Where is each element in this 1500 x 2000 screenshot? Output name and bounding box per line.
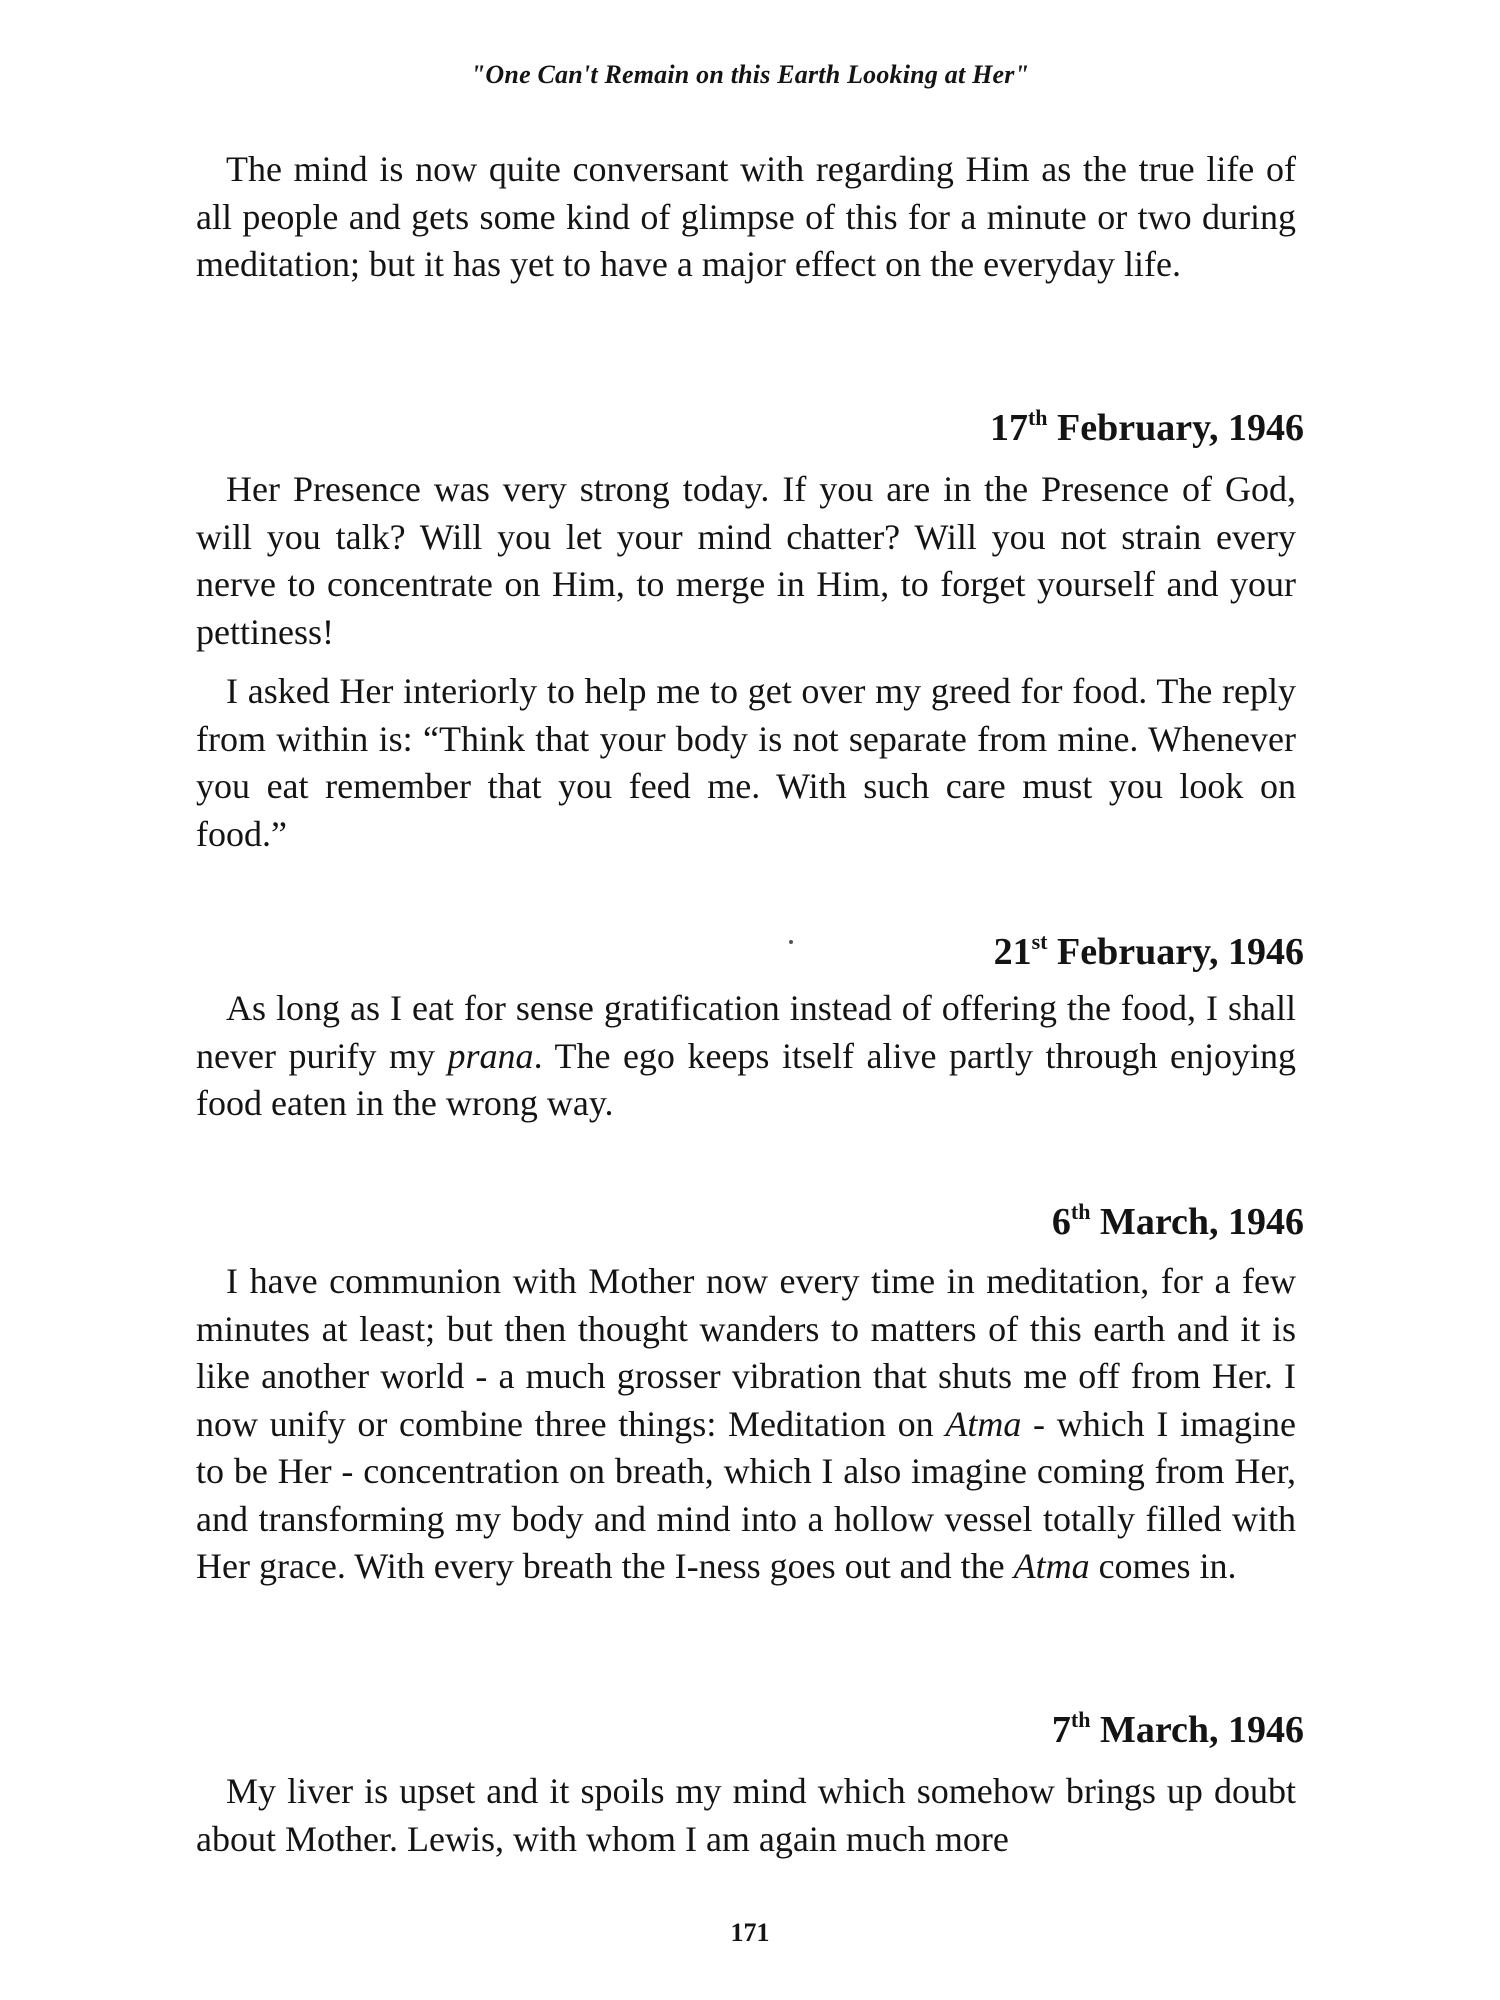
entry-body [196,1258,1296,1591]
date-day: 6 [1051,1201,1071,1243]
date-suffix: th [1070,1199,1091,1224]
text-run: comes in. [1089,1546,1237,1586]
entry-date-heading [990,406,1304,450]
running-head: "One Can't Remain on this Earth Looking at Her" [470,60,1030,89]
intro-paragraph: The mind is now quite conversant with regarding Him as the true life of all people and gets some kind of glimpse of this for a minute or two during meditation; but it has yet to have a major effect on the everyday life. [196,149,1296,284]
entry-paragraph: My liver is upset and it spoils my mind which somehow brings up doubt about Mother. Lewis, with whom I am again much more [196,1771,1296,1859]
page-number: 171 [730,1918,770,1947]
date-rest: February, 1946 [1047,931,1304,973]
date-suffix: th [1070,1707,1091,1732]
text-run: I have communion with Mother now every time in meditation, for a few minutes at least; but then thought wanders to matters of this earth and it is like another world - a much grosser vibration that shuts me off from Her. I now unify or combine three things: Meditation on [196,1261,1296,1444]
entry-date-heading [1052,1200,1304,1244]
italic-term: prana [447,1035,534,1076]
date-day: 7 [1051,1709,1071,1751]
date-rest: February, 1946 [1047,407,1304,449]
date-day: 17 [989,407,1028,449]
text-run: - which I imagine to be Her - concentration on breath, which I also imagine coming from Her, and transforming my body and mind into a hollow vessel totally filled with Her grace. With every breath the I-ness goes out and the [196,1403,1296,1586]
intro-block [196,146,1296,289]
entry-paragraph [196,1258,1296,1591]
entry-paragraph: I asked Her interiorly to help me to get over my greed for food. The reply from within is: “Think that your body is not separate from mine. Whenever you eat remember that you feed me. With such care must you look on food.” [196,671,1296,854]
italic-term: Atma [945,1403,1022,1444]
entry-date-heading [1052,1708,1304,1752]
date-day: 21 [993,931,1032,973]
date-rest: March, 1946 [1090,1201,1304,1243]
entry-paragraph [196,985,1296,1128]
entry-body [196,1768,1296,1863]
entry-date-heading [994,930,1304,974]
text-run: . The ego keeps itself alive partly through enjoying food eaten in the wrong way. [196,1035,1296,1123]
text-run: As long as I eat for sense gratification instead of offering the food, I shall never purify my [196,988,1296,1076]
entry-body [196,985,1296,1128]
date-suffix: st [1031,929,1048,954]
entry-body [196,466,1296,858]
italic-term: Atma [1013,1546,1090,1586]
date-rest: March, 1946 [1090,1709,1304,1751]
print-speck [789,940,793,944]
date-suffix: th [1027,405,1048,430]
entry-paragraph: Her Presence was very strong today. If you are in the Presence of God, will you talk? Will you let your mind chatter? Will you not strain every nerve to concentrate on Him, to merge in Him, to forget yourself and your pettiness! [196,469,1296,652]
